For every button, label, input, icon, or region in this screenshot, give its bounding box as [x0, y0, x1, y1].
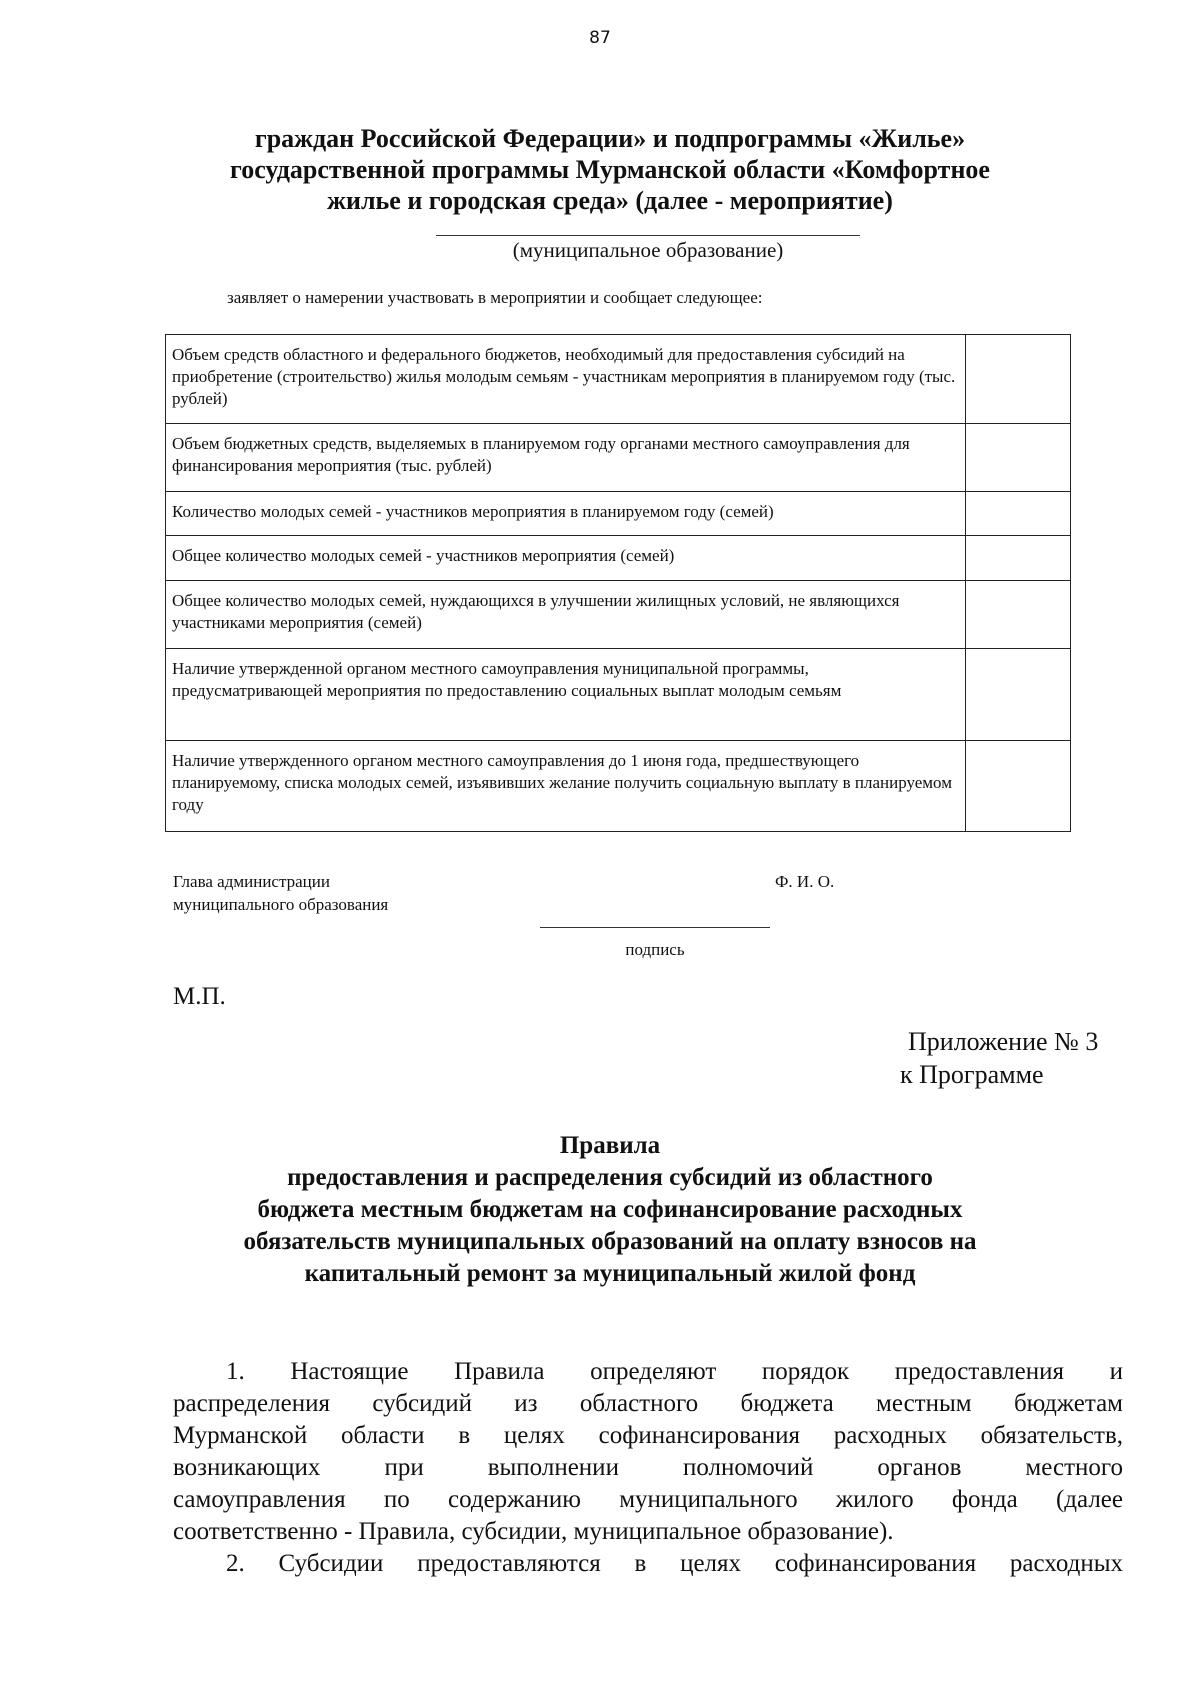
- heading-line-1: граждан Российской Федерации» и подпрограммы «Жилье»: [254, 124, 966, 153]
- row-label: Количество молодых семей - участников мероприятия в планируемом году (семей): [166, 492, 966, 536]
- row-label: Общее количество молодых семей, нуждающихся в улучшении жилищных условий, не являющихся участниками мероприятия (семей): [166, 581, 966, 649]
- rules-title-line-5: капитальный ремонт за муниципальный жилой фонд: [304, 1260, 916, 1287]
- rules-title-line-1: Правила: [559, 1132, 661, 1159]
- paragraph-line: Мурманской области в целях софинансирования расходных обязательств,: [173, 1422, 1123, 1449]
- municipality-caption: (муниципальное образование): [512, 238, 784, 262]
- table-row: [166, 536, 1071, 581]
- row-value-cell[interactable]: [966, 424, 1071, 492]
- table-row: [166, 335, 1071, 424]
- row-value-cell[interactable]: [966, 581, 1071, 649]
- heading-line-2: государственной программы Мурманской области «Комфортное: [230, 155, 990, 184]
- rules-title-line-2: предоставления и распределения субсидий из областного: [287, 1164, 933, 1191]
- rules-title-line-3: бюджета местным бюджетам на софинансирование расходных: [257, 1196, 963, 1223]
- signatory-title-line-1: Глава администрации: [173, 872, 330, 891]
- table-row: [166, 649, 1071, 741]
- row-label: Общее количество молодых семей - участников мероприятия (семей): [166, 536, 966, 581]
- rules-title-line-4: обязательств муниципальных образований на оплату взносов на: [243, 1228, 977, 1255]
- info-table: [165, 334, 1071, 832]
- fio-label: Ф. И. О.: [775, 872, 835, 891]
- paragraph-line: 2. Субсидии предоставляются в целях софинансирования расходных: [226, 1550, 1123, 1577]
- appendix-number: Приложение № 3: [908, 1027, 1099, 1056]
- table-row: [166, 741, 1071, 832]
- paragraph-line: возникающих при выполнении полномочий органов местного: [173, 1454, 1123, 1481]
- row-label: Объем средств областного и федерального бюджетов, необходимый для предоставления субсидий на приобретение (строительство) жилья молодым семьям - участникам мероприятия в планируемом году (тыс. рублей): [166, 335, 966, 424]
- paragraph-line: 1. Настоящие Правила определяют порядок предоставления и: [226, 1358, 1123, 1385]
- stamp-label: М.П.: [173, 983, 226, 1010]
- paragraph-line: соответственно - Правила, субсидии, муниципальное образование).: [173, 1518, 894, 1545]
- signature-caption: подпись: [625, 940, 685, 959]
- page-number: 87: [589, 28, 611, 48]
- municipality-field-line[interactable]: [436, 235, 860, 236]
- row-value-cell[interactable]: [966, 649, 1071, 741]
- row-value-cell[interactable]: [966, 741, 1071, 832]
- row-value-cell[interactable]: [966, 536, 1071, 581]
- appendix-reference: к Программе: [900, 1060, 1044, 1089]
- signatory-title-line-2: муниципального образования: [173, 895, 389, 914]
- row-label: Объем бюджетных средств, выделяемых в планируемом году органами местного самоуправления для финансирования мероприятия (тыс. рублей): [166, 424, 966, 492]
- row-label: Наличие утвержденного органом местного самоуправления до 1 июня года, предшествующего планируемому, списка молодых семей, изъявивших желание получить социальную выплату в планируемом году: [166, 741, 966, 832]
- paragraph-line: распределения субсидий из областного бюджета местным бюджетам: [173, 1390, 1123, 1417]
- row-value-cell[interactable]: [966, 492, 1071, 536]
- paragraph-line: самоуправления по содержанию муниципального жилого фонда (далее: [173, 1486, 1123, 1513]
- table-row: [166, 492, 1071, 536]
- heading-line-3: жилье и городская среда» (далее - мероприятие): [327, 186, 893, 215]
- signature-field-line[interactable]: [540, 927, 770, 928]
- table-row: [166, 581, 1071, 649]
- row-label: Наличие утвержденной органом местного самоуправления муниципальной программы, предусматривающей мероприятия по предоставлению социальных выплат молодым семьям: [166, 649, 966, 741]
- row-value-cell[interactable]: [966, 335, 1071, 424]
- intro-text: заявляет о намерении участвовать в мероприятии и сообщает следующее:: [227, 288, 763, 307]
- table-row: [166, 424, 1071, 492]
